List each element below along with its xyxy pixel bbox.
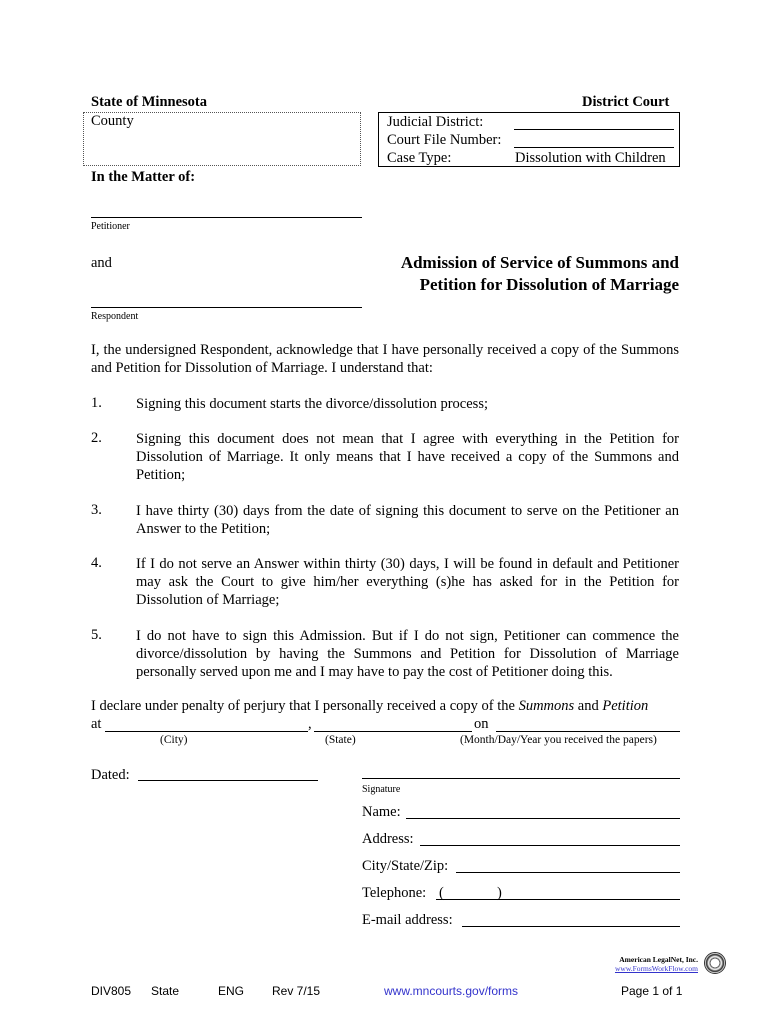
item-number: 3. — [91, 502, 102, 518]
on-label: on — [474, 716, 489, 732]
declaration-summons: Summons — [518, 698, 575, 714]
judicial-district-field[interactable] — [514, 129, 674, 130]
footer-website-link[interactable]: www.mncourts.gov/forms — [384, 984, 519, 998]
date-caption: (Month/Day/Year you received the papers) — [460, 734, 657, 746]
item-number: 1. — [91, 395, 102, 411]
footer-page-number: Page 1 of 1 — [621, 984, 683, 998]
footer-language: ENG — [218, 984, 245, 998]
item-text: If I do not serve an Answer within thirty (30) days, I will be found in default and Petitioner may ask the Court to give him/her everything (s)he has asked for in the Petition for Dissolution of Marriage; — [136, 556, 679, 608]
respondent-label: Respondent — [91, 311, 139, 322]
footer-state: State — [151, 984, 180, 998]
telephone-field[interactable] — [436, 899, 680, 900]
phone-close-paren: ) — [497, 885, 502, 901]
declaration-text-start: I declare under penalty of perjury that I personally received a copy of the — [91, 698, 519, 714]
city-caption: (City) — [160, 734, 188, 746]
judicial-district-label: Judicial District: — [387, 114, 484, 130]
form-title-line1: Admission of Service of Summons and — [400, 253, 679, 272]
state-caption: (State) — [325, 734, 356, 746]
phone-open-paren: ( — [439, 885, 444, 901]
signature-label: Signature — [362, 784, 401, 795]
email-field[interactable] — [462, 926, 680, 927]
court-info-box — [378, 112, 680, 167]
form-title — [401, 252, 679, 296]
logo-url: www.FormsWorkFlow.com — [614, 964, 698, 973]
court-file-number-field[interactable] — [514, 147, 674, 148]
declaration-text — [91, 698, 681, 715]
logo-company: American LegalNet, Inc. — [619, 955, 698, 964]
dated-field[interactable] — [138, 780, 318, 781]
state-field[interactable] — [314, 731, 472, 732]
court-heading: District Court — [582, 94, 670, 110]
seal-icon — [704, 952, 726, 974]
item-text: I have thirty (30) days from the date of signing this document to serve on the Petitioner an Answer to the Petition; — [136, 503, 679, 537]
at-label: at — [91, 716, 102, 732]
and-label: and — [91, 255, 112, 271]
city-state-zip-label: City/State/Zip: — [362, 858, 449, 874]
city-state-zip-field[interactable] — [456, 872, 680, 873]
case-type-value: Dissolution with Children — [515, 150, 666, 166]
form-title-line2: Petition for Dissolution of Marriage — [419, 275, 679, 294]
footer-form-id: DIV805 — [91, 984, 132, 998]
name-field[interactable] — [406, 818, 680, 819]
state-heading: State of Minnesota — [91, 94, 207, 110]
matter-of-label: In the Matter of: — [91, 169, 196, 185]
item-text: Signing this document does not mean that I agree with everything in the Petition for Dissolution of Marriage. It only means that I have received a copy of the Summons and Petition; — [136, 431, 679, 483]
legalnet-logo — [615, 955, 698, 973]
comma-label: , — [308, 716, 312, 732]
petitioner-name-field[interactable] — [91, 217, 362, 218]
telephone-label: Telephone: — [362, 885, 427, 901]
email-label: E-mail address: — [362, 912, 453, 928]
dated-label: Dated: — [91, 767, 130, 783]
item-number: 2. — [91, 430, 102, 446]
date-received-field[interactable] — [496, 731, 680, 732]
declaration-petition: Petition — [602, 698, 649, 714]
intro-paragraph: I, the undersigned Respondent, acknowledge that I have personally received a copy of the Summons and Petition for Dissolution of Marriage. I understand that: — [91, 342, 679, 376]
address-field[interactable] — [420, 845, 680, 846]
name-label: Name: — [362, 804, 401, 820]
item-number: 4. — [91, 555, 102, 571]
item-text: Signing this document starts the divorce/dissolution process; — [136, 396, 488, 412]
address-label: Address: — [362, 831, 414, 847]
item-number: 5. — [91, 627, 102, 643]
case-type-label: Case Type: — [387, 150, 452, 166]
footer-revision: Rev 7/15 — [272, 984, 321, 998]
county-label: County — [91, 113, 134, 129]
petitioner-label: Petitioner — [91, 221, 130, 232]
item-text: I do not have to sign this Admission. But if I do not sign, Petitioner can commence the divorce/dissolution by having the Summons and Petition for Dissolution of Marriage personally served upon me and I may have to pay the cost of Petitioner doing this. — [136, 628, 679, 680]
signature-field[interactable] — [362, 778, 680, 779]
court-file-number-label: Court File Number: — [387, 132, 502, 148]
declaration-and: and — [574, 698, 603, 714]
city-field[interactable] — [105, 731, 308, 732]
respondent-name-field[interactable] — [91, 307, 362, 308]
